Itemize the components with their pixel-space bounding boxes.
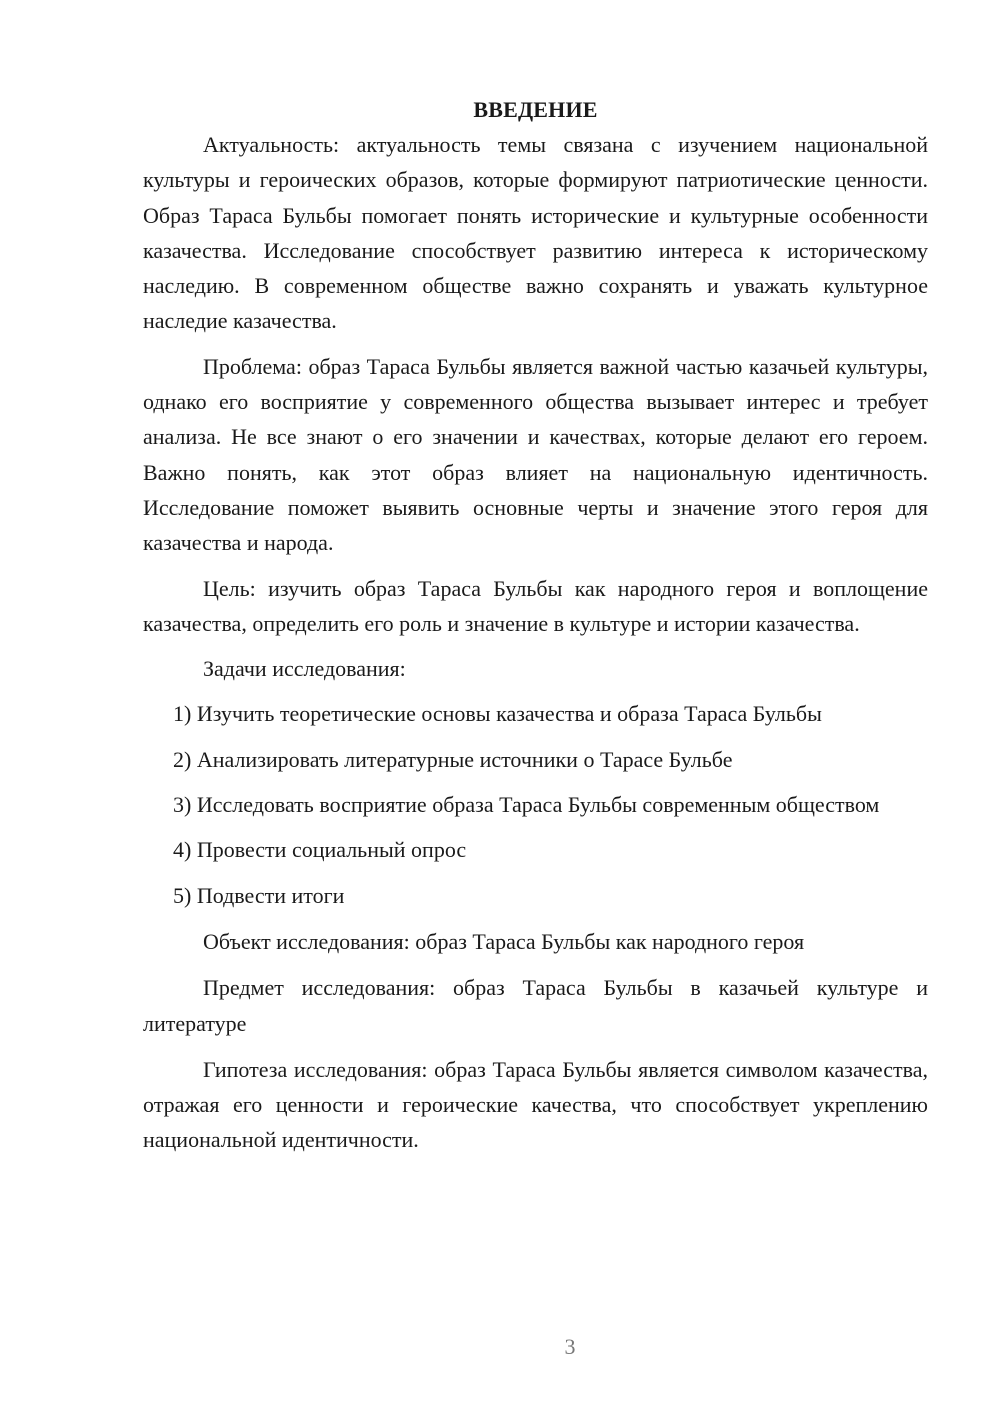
page-number: 3 xyxy=(564,1334,576,1359)
task-item: 2) Анализировать литературные источники о Тарасе Бульбе xyxy=(173,746,733,772)
task-item: 4) Провести социальный опрос xyxy=(173,837,467,863)
task-item: 1) Изучить теоретические основы казачества и образа Тараса Бульбы xyxy=(173,701,822,727)
task-item: 5) Подвести итоги xyxy=(173,882,345,908)
tasks-heading: Задачи исследования: xyxy=(203,656,406,682)
hypothesis-paragraph: Гипотеза исследования: образ Тараса Бульбы является символом казачества, отражая его ценности и героические качества, что способствует укреплению национальной идентичности. xyxy=(143,1056,928,1153)
goal-paragraph: Цель: изучить образ Тараса Бульбы как народного героя и воплощение казачества, определить его роль и значение в культуре и истории казачества. xyxy=(143,575,928,636)
object-paragraph: Объект исследования: образ Тараса Бульбы как народного героя xyxy=(203,928,805,954)
relevance-paragraph: Актуальность: актуальность темы связана с изучением национальной культуры и героических образов, которые формируют патриотические ценности. Образ Тараса Бульбы помогает понять исторические и культурные особенности казачества. Исследование способствует развитию интереса к историческому наследию. В современном обществе важно сохранять и уважать культурное наследие казачества. xyxy=(143,132,928,334)
task-item: 3) Исследовать восприятие образа Тараса Бульбы современным обществом xyxy=(173,792,880,818)
document-page xyxy=(143,92,928,1158)
tasks-list xyxy=(143,696,928,912)
subject-paragraph: Предмет исследования: образ Тараса Бульбы в казачьей культуре и литературе xyxy=(143,975,928,1036)
problem-paragraph: Проблема: образ Тараса Бульбы является важной частью казачьей культуры, однако его восприятие у современного общества вызывает интерес и требует анализа. Не все знают о его значении и качествах, которые делают его героем. Важно понять, как этот образ влияет на национальную идентичность. Исследование поможет выявить основные черты и значение этого героя для казачества и народа. xyxy=(143,353,928,556)
document-title: ВВЕДЕНИЕ xyxy=(473,97,598,122)
